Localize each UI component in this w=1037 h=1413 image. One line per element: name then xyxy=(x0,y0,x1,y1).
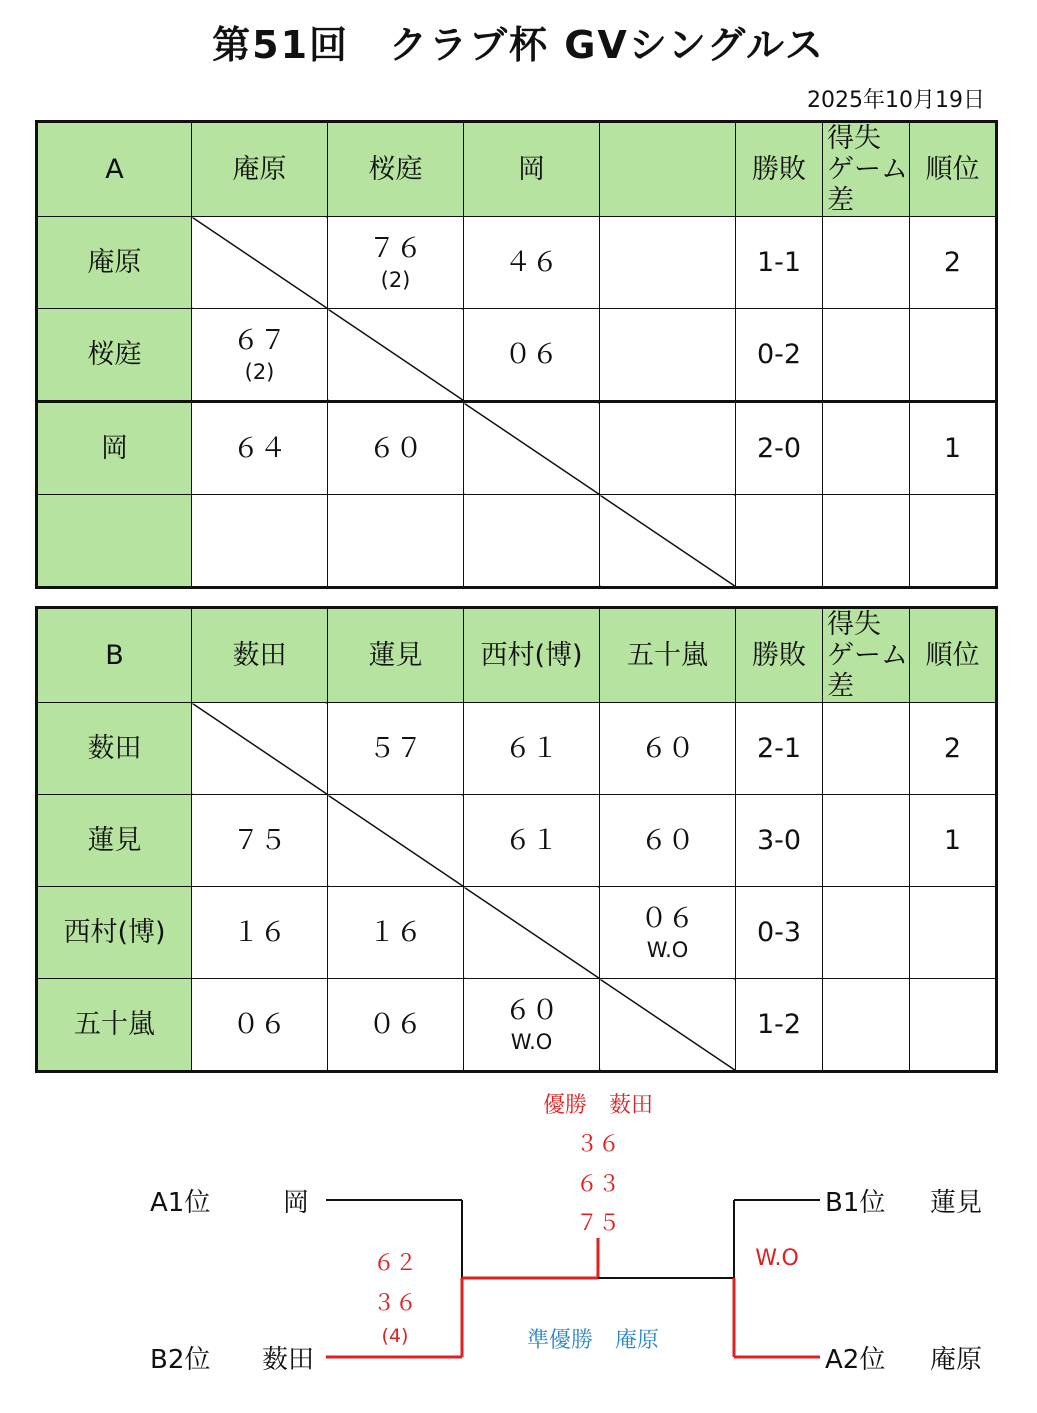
rank-cell xyxy=(910,495,997,588)
seed-left-bottom: B2位 xyxy=(150,1345,211,1375)
row-player-name: 岡 xyxy=(37,402,192,495)
row-player-name xyxy=(37,495,192,588)
score-text: ４６ xyxy=(504,247,559,279)
player-right-bottom: 庵原 xyxy=(930,1345,983,1375)
win-loss-cell: 1-2 xyxy=(736,979,823,1072)
score-note: W.O xyxy=(510,1030,553,1055)
self-cell xyxy=(192,217,328,309)
tournament-date: 2025年10月19日 xyxy=(807,88,985,113)
rank-cell: 2 xyxy=(910,703,997,795)
score-cell xyxy=(600,217,736,309)
group-b-table xyxy=(35,606,998,1073)
score-cell xyxy=(600,795,736,887)
score-cell xyxy=(464,703,600,795)
col-player: 岡 xyxy=(464,122,600,217)
self-cell xyxy=(600,495,736,588)
score-cell xyxy=(328,495,464,588)
score-text: ０６ xyxy=(368,1009,423,1041)
score-cell xyxy=(464,217,600,309)
player-left-bottom: 薮田 xyxy=(262,1345,315,1375)
score-cell xyxy=(600,887,736,979)
col-game-diff xyxy=(823,122,910,217)
row-player-name: 薮田 xyxy=(37,703,192,795)
seed-left-top: A1位 xyxy=(150,1188,211,1218)
player-left-top: 岡 xyxy=(283,1188,310,1218)
score-cell xyxy=(464,309,600,402)
score-cell xyxy=(192,887,328,979)
score-text: ０６ xyxy=(504,339,559,371)
group-label: B xyxy=(37,608,192,703)
final-bracket xyxy=(0,1080,1037,1413)
score-cell xyxy=(328,703,464,795)
score-text: １６ xyxy=(368,917,423,949)
score-cell xyxy=(600,402,736,495)
col-win-loss: 勝敗 xyxy=(736,122,823,217)
game-diff-cell xyxy=(823,703,910,795)
win-loss-cell xyxy=(736,495,823,588)
player-right-top: 蓮見 xyxy=(930,1188,983,1218)
score-text: ０６ xyxy=(640,903,695,935)
score-text: ６７ xyxy=(232,325,287,357)
col-player: 薮田 xyxy=(192,608,328,703)
score-cell xyxy=(192,795,328,887)
score-text: ６１ xyxy=(504,733,559,765)
group-a-table xyxy=(35,120,998,589)
semi-score-left: (4) xyxy=(381,1325,409,1347)
col-player: 蓮見 xyxy=(328,608,464,703)
rank-cell xyxy=(910,887,997,979)
game-diff-label-2: ゲーム差 xyxy=(827,640,908,703)
score-cell xyxy=(464,795,600,887)
game-diff-cell xyxy=(823,795,910,887)
score-cell xyxy=(600,309,736,402)
score-cell xyxy=(192,309,328,402)
game-diff-cell xyxy=(823,979,910,1072)
self-cell xyxy=(328,795,464,887)
game-diff-label-1: 得失 xyxy=(827,609,881,640)
score-cell xyxy=(464,495,600,588)
score-text: ０６ xyxy=(232,1009,287,1041)
col-rank: 順位 xyxy=(910,608,997,703)
col-player: 五十嵐 xyxy=(600,608,736,703)
win-loss-cell: 0-3 xyxy=(736,887,823,979)
self-cell xyxy=(600,979,736,1072)
group-label: A xyxy=(37,122,192,217)
score-text: ６０ xyxy=(504,995,559,1027)
semi-score-right: W.O xyxy=(755,1246,799,1271)
score-note: (2) xyxy=(380,268,411,293)
self-cell xyxy=(328,309,464,402)
score-text: ６０ xyxy=(640,733,695,765)
game-diff-label-1: 得失 xyxy=(827,123,881,154)
self-cell xyxy=(192,703,328,795)
score-cell xyxy=(464,979,600,1072)
win-loss-cell: 2-1 xyxy=(736,703,823,795)
win-loss-cell: 2-0 xyxy=(736,402,823,495)
win-loss-cell: 3-0 xyxy=(736,795,823,887)
rank-cell xyxy=(910,309,997,402)
score-cell xyxy=(192,979,328,1072)
score-text: ６０ xyxy=(640,825,695,857)
final-score: ６３ xyxy=(575,1172,620,1197)
score-text: ７５ xyxy=(232,825,287,857)
col-rank: 順位 xyxy=(910,122,997,217)
col-player: 庵原 xyxy=(192,122,328,217)
col-win-loss: 勝敗 xyxy=(736,608,823,703)
semi-score-left: ３６ xyxy=(372,1291,417,1316)
score-cell xyxy=(192,495,328,588)
score-text: ６１ xyxy=(504,825,559,857)
final-score: ７５ xyxy=(575,1211,620,1236)
score-cell xyxy=(328,979,464,1072)
row-player-name: 五十嵐 xyxy=(37,979,192,1072)
score-text: ５７ xyxy=(368,733,423,765)
win-loss-cell: 0-2 xyxy=(736,309,823,402)
col-player: 桜庭 xyxy=(328,122,464,217)
game-diff-cell xyxy=(823,495,910,588)
runner-up-label: 準優勝 庵原 xyxy=(527,1328,660,1353)
rank-cell xyxy=(910,979,997,1072)
game-diff-label-2: ゲーム差 xyxy=(827,154,908,217)
row-player-name: 西村(博) xyxy=(37,887,192,979)
score-text: ６４ xyxy=(232,433,287,465)
game-diff-cell xyxy=(823,309,910,402)
score-text: ６０ xyxy=(368,433,423,465)
semi-score-left: ６２ xyxy=(372,1251,417,1276)
col-player: 西村(博) xyxy=(464,608,600,703)
score-note: W.O xyxy=(646,938,689,963)
rank-cell: 1 xyxy=(910,402,997,495)
rank-cell: 2 xyxy=(910,217,997,309)
self-cell xyxy=(464,887,600,979)
game-diff-cell xyxy=(823,402,910,495)
score-cell xyxy=(328,887,464,979)
score-cell xyxy=(192,402,328,495)
win-loss-cell: 1-1 xyxy=(736,217,823,309)
score-cell xyxy=(600,703,736,795)
seed-right-top: B1位 xyxy=(825,1188,886,1218)
seed-right-bottom: A2位 xyxy=(825,1345,886,1375)
game-diff-cell xyxy=(823,887,910,979)
score-note: (2) xyxy=(244,360,275,385)
score-text: １６ xyxy=(232,917,287,949)
col-player xyxy=(600,122,736,217)
self-cell xyxy=(464,402,600,495)
page-title: 第51回 クラブ杯 GVシングルス xyxy=(212,23,825,67)
col-game-diff xyxy=(823,608,910,703)
score-cell xyxy=(328,217,464,309)
score-cell xyxy=(328,402,464,495)
row-player-name: 蓮見 xyxy=(37,795,192,887)
row-player-name: 桜庭 xyxy=(37,309,192,402)
rank-cell: 1 xyxy=(910,795,997,887)
row-player-name: 庵原 xyxy=(37,217,192,309)
final-score: ３６ xyxy=(575,1132,620,1157)
score-text: ７６ xyxy=(368,233,423,265)
game-diff-cell xyxy=(823,217,910,309)
winner-label: 優勝 薮田 xyxy=(542,1093,653,1118)
